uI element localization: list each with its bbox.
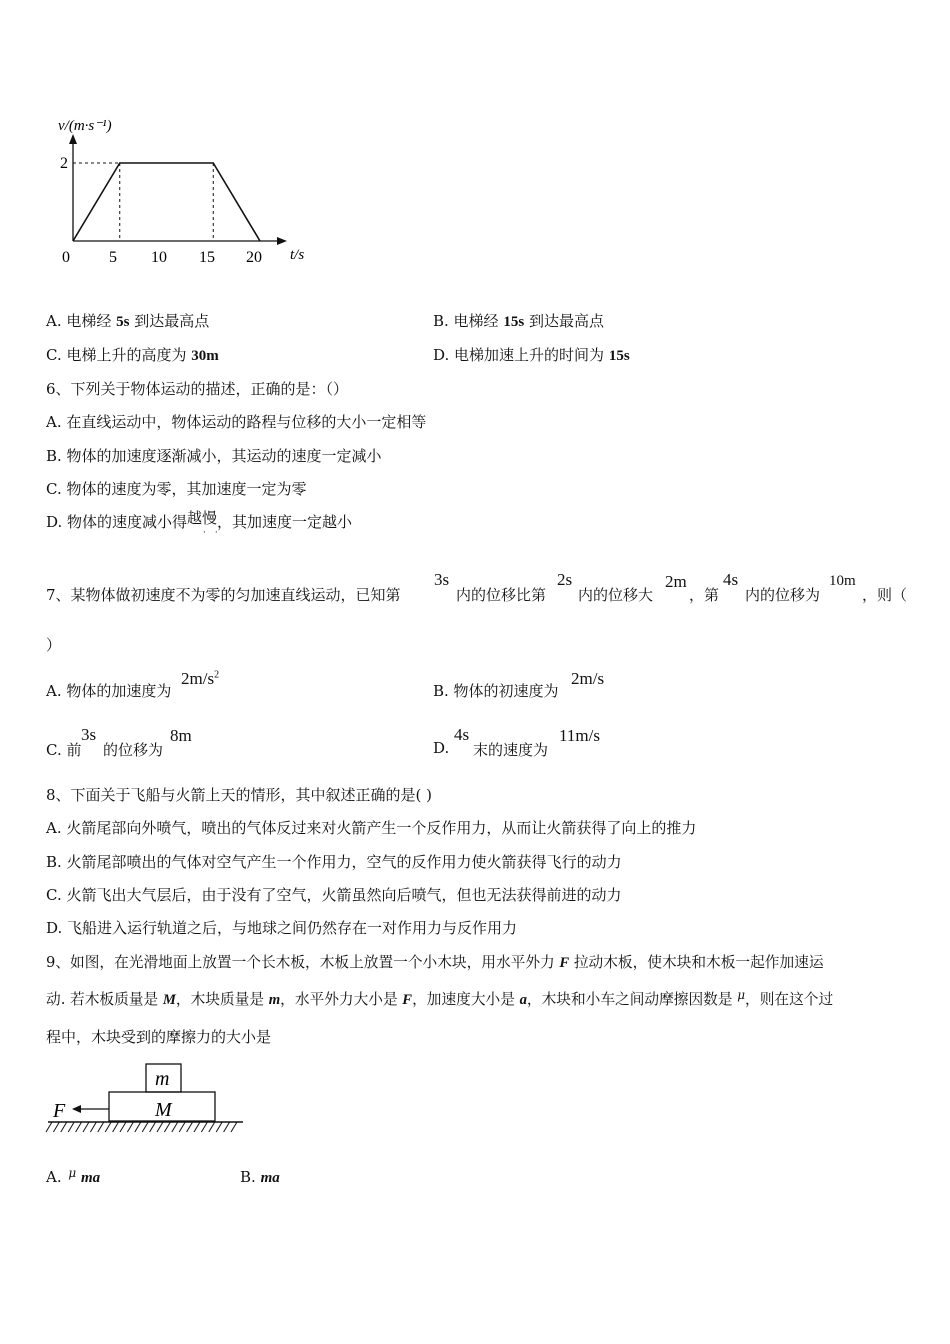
q9-text-1a: 9、如图，在光滑地面上放置一个长木板，木板上放置一个小木块，用水平外力	[46, 954, 560, 971]
graph-x-axis-arrow	[277, 237, 287, 245]
q7-option-c-3s: 3s	[81, 725, 97, 744]
q8-option-b[interactable]: B. 火箭尾部喷出的气体对空气产生一个作用力，空气的反作用力使火箭获得飞行的动力	[46, 853, 622, 871]
blocks-figure	[0, 1058, 260, 1148]
graph-x-axis-label: t/s	[290, 247, 305, 263]
graph-series-line	[73, 163, 260, 241]
hatch-mark	[76, 1122, 82, 1132]
q9-var-M: M	[162, 992, 176, 1008]
q5-option-b-tail: 到达最高点	[524, 312, 604, 330]
graph-x-tick-20: 20	[246, 249, 262, 266]
q7-option-a-exponent: 2	[214, 669, 220, 681]
graph-x-tick-10: 10	[151, 249, 167, 266]
q9-text-1b: 拉动木板，使木块和木板一起作加速运	[569, 954, 824, 971]
q5-option-b[interactable]	[433, 310, 604, 331]
hatch-mark	[157, 1122, 163, 1132]
q6-stem: 6、下列关于物体运动的描述，正确的是：（）	[46, 380, 349, 398]
hatch-mark	[98, 1122, 104, 1132]
q7-option-d-11ms: 11m/s	[559, 726, 600, 745]
q9-stem-line-2	[46, 988, 833, 1009]
q7-option-a-number: 2m/s	[181, 669, 215, 688]
q9-option-a[interactable]	[46, 1168, 100, 1187]
q8-option-c[interactable]: C. 火箭飞出大气层后，由于没有了空气，火箭虽然向后喷气，但也无法获得前进的动力	[46, 886, 622, 904]
hatch-mark	[46, 1122, 52, 1132]
q7-stem-6: ，则（	[862, 586, 908, 604]
q5-option-a[interactable]	[46, 310, 209, 331]
graph-y-axis-label: v/(m·s⁻¹)	[58, 118, 112, 134]
q5-option-d-value: 15s	[608, 348, 630, 364]
q7-option-c-8m: 8m	[170, 726, 192, 745]
q5-option-c-text: C. 电梯上升的高度为	[46, 346, 192, 364]
q5-option-d[interactable]	[433, 344, 630, 365]
q9-var-F: F	[559, 955, 570, 971]
q7-math-2m: 2m	[665, 572, 687, 591]
q8-option-a[interactable]: A. 火箭尾部向外喷气，喷出的气体反过来对火箭产生一个反作用力，从而让火箭获得了向上的推力	[46, 819, 697, 837]
q7-stem-4: ，第	[689, 586, 720, 604]
q7-math-4s: 4s	[723, 570, 739, 589]
graph-x-tick-5: 5	[109, 249, 117, 266]
q7-stem-7: ）	[46, 636, 62, 654]
q7-option-c-text: 的位移为	[103, 741, 164, 759]
q7-option-a-value	[181, 669, 219, 689]
hatch-mark	[216, 1122, 222, 1132]
q7-math-10m: 10m	[829, 573, 856, 589]
hatch-mark	[120, 1122, 126, 1132]
q6-option-d[interactable]	[46, 511, 352, 532]
q7-option-b-value: 2m/s	[571, 669, 605, 688]
hatch-mark	[68, 1122, 74, 1132]
q9-text-2b: ，木块质量是	[175, 991, 269, 1008]
hatch-mark	[172, 1122, 178, 1132]
q9-text-2e: ，木块和小车之间动摩擦因数是	[526, 991, 738, 1008]
graph-y-tick-2: 2	[60, 155, 68, 172]
q9-stem-line-3: 程中，木块受到的摩擦力的大小是	[46, 1028, 272, 1046]
hatch-mark	[224, 1122, 230, 1132]
ground-hatching	[46, 1122, 237, 1132]
q7-math-2s: 2s	[557, 570, 573, 589]
figure-label-M: M	[155, 1099, 172, 1121]
hatch-mark	[142, 1122, 148, 1132]
q6-option-d-tail: ，其加速度一定越小	[217, 513, 353, 531]
graph-y-axis-arrow	[69, 134, 77, 144]
hatch-mark	[187, 1122, 193, 1132]
hatch-mark	[105, 1122, 111, 1132]
q9-text-2f: ，则在这个过	[745, 991, 834, 1008]
q6-option-a[interactable]: A. 在直线运动中，物体运动的路程与位移的大小一定相等	[46, 413, 427, 431]
q9-var-F2: F	[402, 992, 413, 1008]
hatch-mark	[164, 1122, 170, 1132]
q8-stem: 8、下面关于飞船与火箭上天的情形，其中叙述正确的是( )	[46, 786, 433, 804]
q9-var-m: m	[268, 992, 281, 1008]
q7-option-c[interactable]: C. 前	[46, 741, 82, 759]
figure-label-m: m	[155, 1068, 170, 1090]
q7-option-a[interactable]: A. 物体的加速度为	[46, 682, 172, 700]
hatch-mark	[179, 1122, 185, 1132]
hatch-mark	[113, 1122, 119, 1132]
force-arrow-head	[72, 1105, 81, 1113]
hatch-mark	[90, 1122, 96, 1132]
q5-option-d-text: D. 电梯加速上升的时间为	[433, 346, 609, 364]
q9-stem-line-1	[46, 951, 824, 972]
hatch-mark	[83, 1122, 89, 1132]
q7-stem-5: 内的位移为	[745, 586, 821, 604]
q6-option-b[interactable]: B. 物体的加速度逐渐减小，其运动的速度一定减小	[46, 447, 382, 465]
q7-option-d-4s: 4s	[454, 725, 470, 744]
q7-option-d[interactable]: D.	[433, 739, 450, 757]
hatch-mark	[127, 1122, 133, 1132]
hatch-mark	[150, 1122, 156, 1132]
q6-option-d-emphasis: 越慢	[187, 509, 218, 527]
q9-text-2c: ，水平外力大小是	[280, 991, 403, 1008]
q9-option-b-ma: ma	[260, 1170, 280, 1186]
q8-option-d[interactable]: D. 飞船进入运行轨道之后，与地球之间仍然存在一对作用力与反作用力	[46, 919, 518, 937]
q9-text-2d: ，加速度大小是	[412, 991, 520, 1008]
q7-stem-2: 内的位移比第	[456, 586, 547, 604]
q9-option-a-label: A.	[46, 1168, 62, 1186]
q9-option-a-ma: ma	[80, 1170, 101, 1186]
q5-option-b-text: B. 电梯经	[433, 312, 504, 330]
hatch-mark	[61, 1122, 67, 1132]
graph-x-tick-0: 0	[62, 249, 70, 266]
q7-option-b[interactable]: B. 物体的初速度为	[433, 682, 559, 700]
q6-option-d-text: D. 物体的速度减小得	[46, 513, 188, 531]
q5-option-a-text: A. 电梯经	[46, 312, 117, 330]
q5-option-a-value: 5s	[116, 314, 130, 330]
hatch-mark	[135, 1122, 141, 1132]
q7-option-d-text: 末的速度为	[473, 741, 549, 759]
hatch-mark	[231, 1122, 237, 1132]
q9-text-2a: 动. 若木板质量是	[46, 991, 163, 1008]
q9-var-mu: μ	[737, 988, 746, 1002]
hatch-mark	[53, 1122, 59, 1132]
hatch-mark	[201, 1122, 207, 1132]
q9-option-a-mu: μ	[68, 1166, 77, 1180]
velocity-time-graph	[0, 0, 950, 290]
q9-var-a: a	[519, 992, 527, 1008]
figure-label-F: F	[53, 1100, 66, 1122]
q9-option-b-label: B.	[240, 1168, 256, 1186]
emphasis-dots: ··	[203, 528, 227, 538]
q5-option-a-tail: 到达最高点	[129, 312, 210, 330]
hatch-mark	[194, 1122, 200, 1132]
q5-option-b-value: 15s	[503, 314, 525, 330]
q5-option-c-value: 30m	[191, 348, 219, 364]
q7-math-3s: 3s	[434, 570, 450, 589]
q5-option-c[interactable]	[46, 344, 219, 365]
q9-option-b[interactable]	[240, 1168, 280, 1187]
graph-x-tick-15: 15	[199, 249, 215, 266]
q7-stem-1: 7、某物体做初速度不为零的匀加速直线运动，已知第	[46, 586, 401, 604]
hatch-mark	[209, 1122, 215, 1132]
q6-option-c[interactable]: C. 物体的速度为零，其加速度一定为零	[46, 480, 307, 498]
q7-stem-3: 内的位移大	[578, 586, 654, 604]
